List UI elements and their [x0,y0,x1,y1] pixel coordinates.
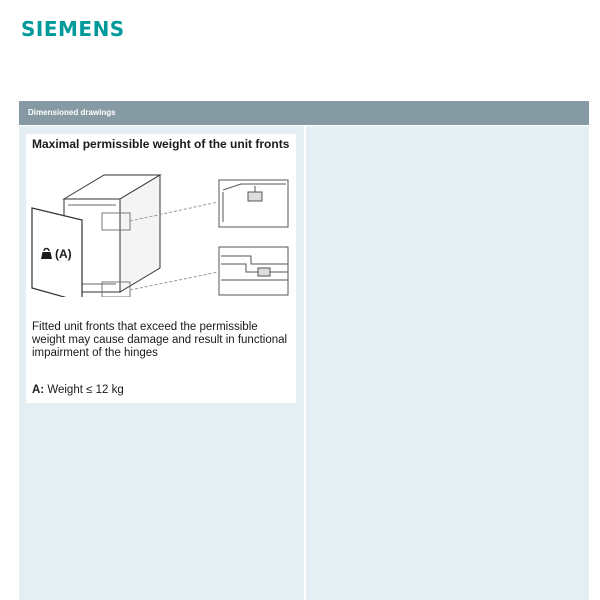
spec-key: A: [32,384,45,396]
weight-label: (A) [55,247,72,261]
drawing-note: Fitted unit fronts that exceed the permissible weight may cause damage and result in functional impairment of the hinges [32,321,288,359]
spec-value: Weight ≤ 12 kg [44,384,124,396]
lower-hinge-detail [219,247,288,295]
siemens-logo: SIEMENS [21,17,125,41]
unit-front-diagram [26,172,296,297]
weight-spec [32,384,124,396]
section-header: Dimensioned drawings [19,101,589,125]
dimensioned-drawing [26,134,296,403]
upper-hinge-detail [219,180,288,227]
weight-icon [40,247,53,263]
drawing-title: Maximal permissible weight of the unit fronts [32,137,290,151]
right-column [306,126,589,600]
